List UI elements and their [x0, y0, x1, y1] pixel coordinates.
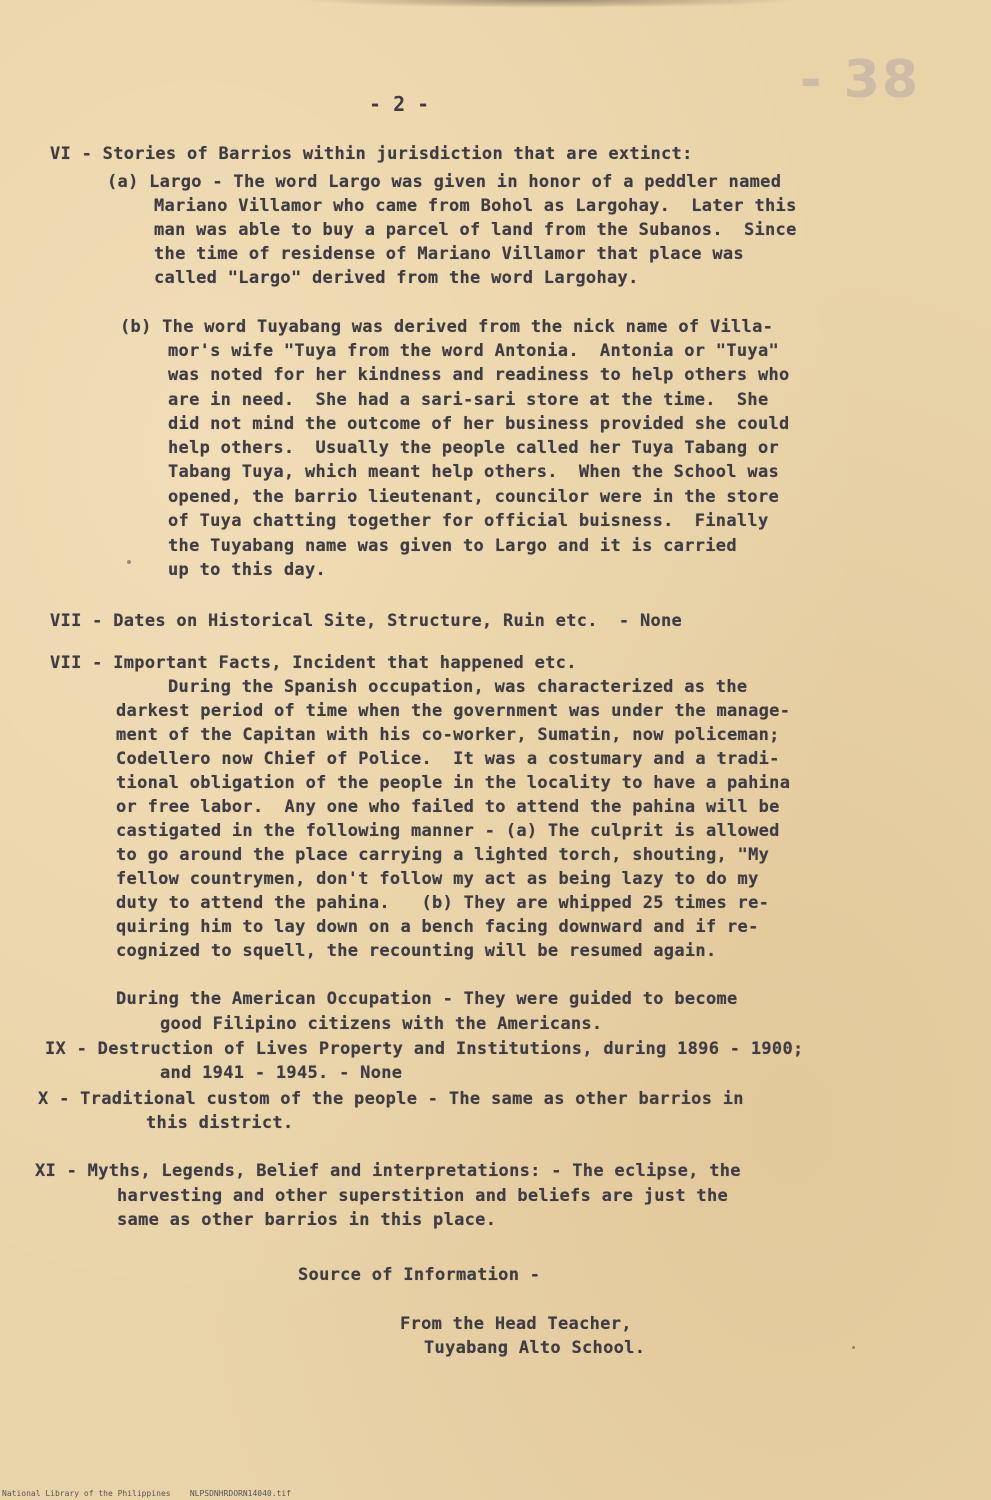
page-stamp: - 38: [800, 50, 921, 110]
section-ix-line: and 1941 - 1945. - None: [160, 1063, 403, 1083]
section-viii-line: cognized to squell, the recounting will be resumed again.: [116, 941, 717, 961]
section-viii-line: or free labor. Any one who failed to attend the pahina will be: [116, 797, 780, 817]
american-occupation-line: good Filipino citizens with the Americans.: [160, 1014, 603, 1034]
section-ix-line: IX - Destruction of Lives Property and Institutions, during 1896 - 1900;: [45, 1039, 804, 1059]
section-viii-line: During the Spanish occupation, was characterized as the: [168, 677, 748, 697]
section-vi-b-line: mor's wife "Tuya from the word Antonia. Antonia or "Tuya": [168, 341, 780, 361]
archive-footer: National Library of the Philippines NLPSDNHRDORN14040.tif: [2, 1489, 291, 1498]
section-vi-a-line: (a) Largo - The word Largo was given in honor of a peddler named: [107, 172, 782, 192]
signature-line: Tuyabang Alto School.: [424, 1338, 646, 1358]
section-vi-a-line: called "Largo" derived from the word Largohay.: [154, 268, 639, 288]
section-vi-b-line: Tabang Tuya, which meant help others. When the School was: [168, 462, 780, 482]
section-viii-line: castigated in the following manner - (a) The culprit is allowed: [116, 821, 780, 841]
section-viii-line: quiring him to lay down on a bench facing downward and if re-: [116, 917, 759, 937]
section-vi-a-line: Mariano Villamor who came from Bohol as Largohay. Later this: [154, 196, 797, 216]
section-vii: VII - Dates on Historical Site, Structure, Ruin etc. - None: [50, 611, 683, 631]
section-viii-line: ment of the Capitan with his co-worker, Sumatin, now policeman;: [116, 725, 780, 745]
section-vi-b-line: the Tuyabang name was given to Largo and it is carried: [168, 536, 737, 556]
american-occupation-line: During the American Occupation - They were guided to become: [116, 989, 738, 1009]
section-vi-heading: VI - Stories of Barrios within jurisdiction that are extinct:: [50, 144, 693, 164]
section-vi-b-line: was noted for her kindness and readiness to help others who: [168, 365, 790, 385]
section-vi-a-line: man was able to buy a parcel of land from the Subanos. Since: [154, 220, 797, 240]
section-vi-b-line: of Tuya chatting together for official buisness. Finally: [168, 511, 769, 531]
section-viii-line: to go around the place carrying a lighted torch, shouting, "My: [116, 845, 770, 865]
section-vi-b-line: opened, the barrio lieutenant, councilor were in the store: [168, 487, 780, 507]
section-xi-line: same as other barrios in this place.: [117, 1210, 497, 1230]
section-viii-line: tional obligation of the people in the locality to have a pahina: [116, 773, 791, 793]
section-vi-b-line: did not mind the outcome of her business provided she could: [168, 414, 790, 434]
section-vi-b-line: up to this day.: [168, 560, 327, 580]
page-number: - 2 -: [369, 92, 430, 116]
section-x-line: X - Traditional custom of the people - The same as other barrios in: [38, 1089, 744, 1109]
signature-line: From the Head Teacher,: [400, 1314, 632, 1334]
section-xi-line: XI - Myths, Legends, Belief and interpretations: - The eclipse, the: [35, 1161, 741, 1181]
section-vi-b-line: (b) The word Tuyabang was derived from the nick name of Villa-: [120, 317, 774, 337]
section-viii-line: fellow countrymen, don't follow my act as being lazy to do my: [116, 869, 759, 889]
ink-speck: [127, 560, 131, 564]
source-label: Source of Information -: [298, 1265, 541, 1285]
section-xi-line: harvesting and other superstition and beliefs are just the: [117, 1186, 729, 1206]
scan-shadow: [300, 0, 800, 8]
section-viii-line: VII - Important Facts, Incident that happened etc.: [50, 653, 577, 673]
section-viii-line: duty to attend the pahina. (b) They are whipped 25 times re-: [116, 893, 770, 913]
section-viii-line: darkest period of time when the government was under the manage-: [116, 701, 791, 721]
ink-speck: [852, 1346, 855, 1349]
section-vi-b-line: help others. Usually the people called her Tuya Tabang or: [168, 438, 780, 458]
section-viii-line: Codellero now Chief of Police. It was a costumary and a tradi-: [116, 749, 780, 769]
section-x-line: this district.: [146, 1113, 294, 1133]
section-vi-b-line: are in need. She had a sari-sari store at the time. She: [168, 390, 769, 410]
section-vi-a-line: the time of residense of Mariano Villamor that place was: [154, 244, 744, 264]
